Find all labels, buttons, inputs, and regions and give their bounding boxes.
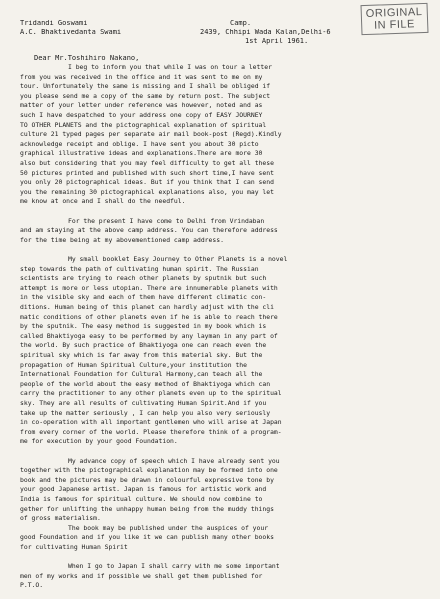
letter-date: 1st April 1961. [245, 38, 309, 45]
body-line: you only 20 pictographical ideas. But if you think that I can send [20, 179, 274, 187]
sender-title: Tridandi Goswami [20, 20, 88, 27]
body-line: me know at once and I shall do the needful. [20, 198, 186, 206]
body-line: propagation of Human Spiritual Culture,your institution the [20, 361, 248, 369]
body-line: step towards the path of cultivating human spirit. The Russian [20, 265, 259, 273]
body-line: take up the matter seriously , I can help you also very seriously [20, 409, 271, 417]
body-line: in co-operation with all important gentlemen who will arise at Japan [20, 419, 282, 427]
body-line: for the time being at my abovementioned camp address. [20, 236, 224, 244]
body-line: you please send me a copy of the same by return post. The subject [20, 92, 271, 100]
body-line: your good Japanese artist. Japan is famous for artistic work and [20, 486, 267, 494]
body-line: for cultivating Human Spirit [20, 544, 128, 551]
body-line: ditions. Human being of this planet can hardly adjust with the cli [20, 304, 274, 311]
body-line: from you was received in the office and it was sent to me on my [20, 73, 263, 81]
body-line: International Foundation for Cultural Harmony,can teach all the [20, 371, 263, 379]
body-line: also but considering that you may feel difficulty to get all these [20, 160, 274, 167]
body-line: people of the world about the easy method of Bhaktiyoga which can [20, 380, 271, 388]
body-line: called Bhaktiyoga easy to be performed by any layman in any part of [20, 332, 278, 340]
body-line: India is famous for spiritual culture. We should now combine to [20, 496, 263, 503]
body-line: acknowledge receipt and oblige. I have sent you about 30 picto [20, 140, 259, 148]
salutation: Dear Mr.Toshihiro Nakano, [34, 55, 140, 62]
body-line: of gross materialism. [20, 515, 101, 523]
body-line: For the present I have come to Delhi from Vrindaban [68, 217, 265, 225]
body-line: sky. They are all results of cultivating Human Spirit.And if you [20, 400, 267, 407]
body-line: matic conditions of other planets even if he is able to reach there [20, 313, 278, 321]
body-line: TO OTHER PLANETS and the pictographical explanation of spiritual [20, 121, 267, 129]
body-line: culture 21 typed pages per separate air mail book-post (Regd).Kindly [20, 131, 282, 139]
body-line: P.T.O. [20, 582, 44, 590]
body-line: scientists are trying to reach other planets by sputnik but such [20, 275, 267, 283]
body-line: My small booklet Easy Journey to Other Planets is a novel [68, 256, 288, 263]
body-line: 50 pictures printed and published with such short time,I have sent [20, 169, 274, 177]
body-line: in the visible sky and each of them have different climatic con- [20, 294, 267, 302]
body-line: tour. Unfortunately the same is missing and I shall be obliged if [20, 83, 271, 91]
camp-address: 2439, Chhipi Wada Kalan,Delhi-6 [200, 29, 331, 36]
body-line: you the remaining 30 pictographical explanations also, you may let [20, 188, 274, 196]
body-line: gether for unlifting the unhappy human being from the muddy things [20, 505, 274, 513]
stamp-line-1: ORIGINAL [366, 6, 423, 20]
body-line: the world. By such practice of Bhaktiyoga one can reach even the [20, 342, 267, 350]
body-line: attempt is more or less utopian. There are innumerable planets with [20, 284, 278, 292]
body-line: spiritual sky which is far away from this material sky. But the [20, 352, 263, 359]
sender-name: A.C. Bhaktivedanta Swami [20, 29, 122, 36]
body-line: good Foundation and if you like it we can publish many other books [20, 534, 274, 542]
body-line: from every corner of the world. Please therefore think of a program- [20, 428, 282, 436]
body-line: me for execution by your good Foundation. [20, 438, 178, 446]
body-line: and am staying at the above camp address. You can therefore address [20, 227, 278, 235]
body-line: My advance copy of speech which I have already sent you [68, 457, 280, 465]
body-line: carry the practitioner to any other planets even up to the spiritual [20, 390, 282, 398]
body-line: matter of your letter under reference was however, noted and as [20, 102, 263, 110]
body-line: graphical illustrative ideas and explanations.There are more 30 [20, 150, 263, 158]
body-line: men of my works and if possible we shall get them published for [20, 572, 263, 580]
body-line: book and the pictures may be drawn in colourful expressive tone by [20, 476, 274, 484]
body-line: together with the pictographical explanation may be formed into one [20, 467, 278, 475]
body-line: I beg to inform you that while I was on tour a letter [68, 64, 272, 71]
body-line: The book may be published under the auspices of your [68, 524, 269, 532]
body-line: When I go to Japan I shall carry with me some important [68, 563, 280, 571]
body-line: by the sputnik. The easy method is suggested in my book which is [20, 323, 267, 331]
body-line: such I have despatched to your address one copy of EASY JOURNEY [20, 112, 263, 119]
camp-label: Camp. [230, 20, 252, 27]
stamp-line-2: IN FILE [374, 18, 416, 32]
